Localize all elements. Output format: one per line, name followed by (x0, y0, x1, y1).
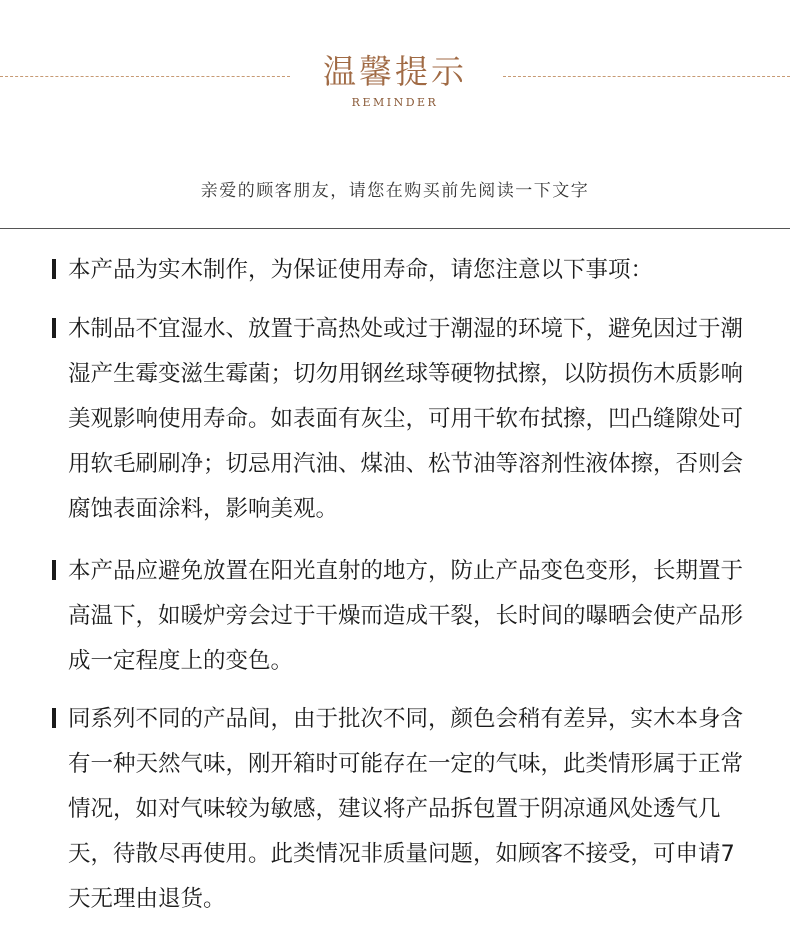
notice-bullet-bar (52, 259, 56, 279)
notice-item (52, 697, 752, 922)
page-subtitle: REMINDER (351, 96, 439, 109)
reminder-header (0, 50, 790, 120)
notice-bullet-bar (52, 318, 56, 338)
notice-bullet-bar (52, 560, 56, 580)
notice-bullet-bar (52, 708, 56, 728)
notice-text: 同系列不同的产品间，由于批次不同，颜色会稍有差异，实木本身含有一种天然气味，刚开箱时可能存在一定的气味，此类情形属于正常情况，如对气味较为敏感，建议将产品拆包置于阴凉通风处透气几天，待散尽再使用。此类情况非质量问题，如顾客不接受，可申请7天无理由退货。 (68, 706, 744, 912)
notice-text: 本产品应避免放置在阳光直射的地方，防止产品变色变形，长期置于高温下，如暖炉旁会过于干燥而造成干裂，长时间的曝晒会使产品形成一定程度上的变色。 (68, 558, 744, 674)
page-title: 温馨提示 (323, 52, 467, 91)
notice-item (52, 549, 752, 684)
notice-item (52, 248, 752, 293)
notice-text: 本产品为实木制作，为保证使用寿命，请您注意以下事项： (68, 257, 654, 283)
notice-text: 木制品不宜湿水、放置于高热处或过于潮湿的环境下，避免因过于潮湿产生霉变滋生霉菌；切勿用钢丝球等硬物拭擦，以防损伤木质影响美观影响使用寿命。如表面有灰尘，可用干软布拭擦，凹凸缝隙处可用软毛刷刷净；切忌用汽油、煤油、松节油等溶剂性液体擦，否则会腐蚀表面涂料，影响美观。 (68, 316, 744, 522)
notice-item (52, 307, 752, 532)
intro-text: 亲爱的顾客朋友，请您在购买前先阅读一下文字 (200, 181, 590, 201)
divider (0, 228, 790, 229)
